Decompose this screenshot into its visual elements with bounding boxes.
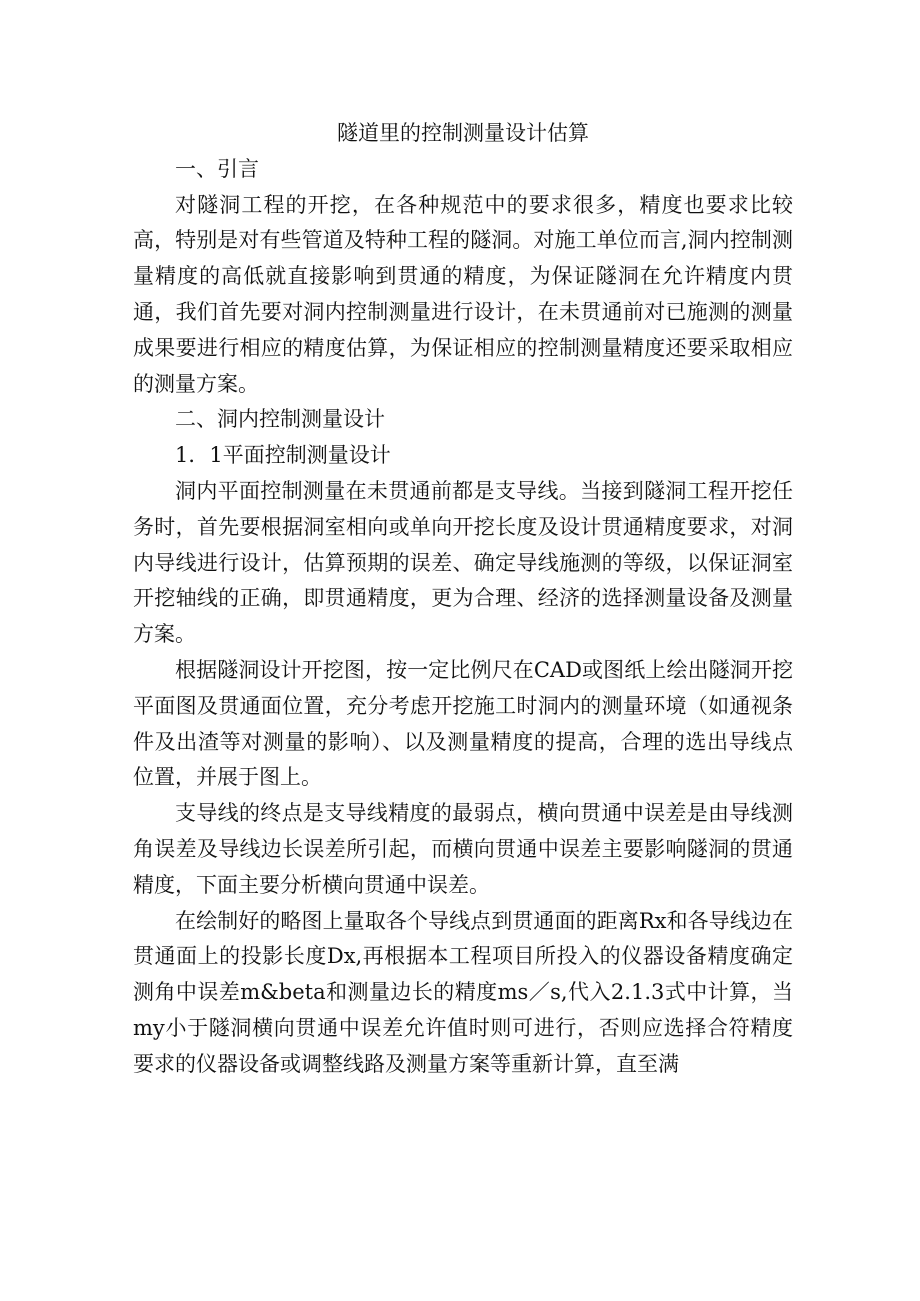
paragraph: 对隧洞工程的开挖，在各种规范中的要求很多，精度也要求比较高，特别是对有些管道及特种工程的隧洞。对施工单位而言,洞内控制测量精度的高低就直接影响到贯通的精度，为保证隧洞在允许精度内贯通，我们首先要对洞内控制测量进行设计，在未贯通前对已施测的测量成果要进行相应的精度估算，为保证相应的控制测量精度还要采取相应的测量方案。 [133, 192, 793, 396]
paragraph: 洞内平面控制测量在未贯通前都是支导线。当接到隧洞工程开挖任务时，首先要根据洞室相向或单向开挖长度及设计贯通精度要求，对洞内导线进行设计，估算预期的误差、确定导线施测的等级，以保证洞室开挖轴线的正确，即贯通精度，更为合理、经济的选择测量设备及测量方案。 [133, 478, 793, 647]
document-body [133, 116, 793, 1083]
subsection-heading-plane-control: 1．1平面控制测量设计 [175, 443, 391, 468]
paragraph: 支导线的终点是支导线精度的最弱点，横向贯通中误差是由导线测角误差及导线边长误差所引起，而横向贯通中误差主要影响隧洞的贯通精度，下面主要分析横向贯通中误差。 [133, 801, 793, 897]
section-heading-introduction: 一、引言 [175, 156, 259, 181]
paragraph: 根据隧洞设计开挖图，按一定比例尺在CAD或图纸上绘出隧洞开挖平面图及贯通面位置，充分考虑开挖施工时洞内的测量环境（如通视条件及出渣等对测量的影响）、以及测量精度的提高，合理的选出导线点位置，并展于图上。 [133, 657, 793, 790]
section-heading-tunnel-control-design: 二、洞内控制测量设计 [175, 407, 385, 432]
paragraph: 在绘制好的略图上量取各个导线点到贯通面的距离Rx和各导线边在贯通面上的投影长度Dx,再根据本工程项目所投入的仪器设备精度确定测角中误差m&beta和测量边长的精度ms／s,代入2.1.3式中计算，当my小于隧洞横向贯通中误差允许值时则可进行，否则应选择合符精度要求的仪器设备或调整线路及测量方案等重新计算，直至满 [133, 908, 793, 1076]
document-title: 隧道里的控制测量设计估算 [337, 121, 589, 145]
